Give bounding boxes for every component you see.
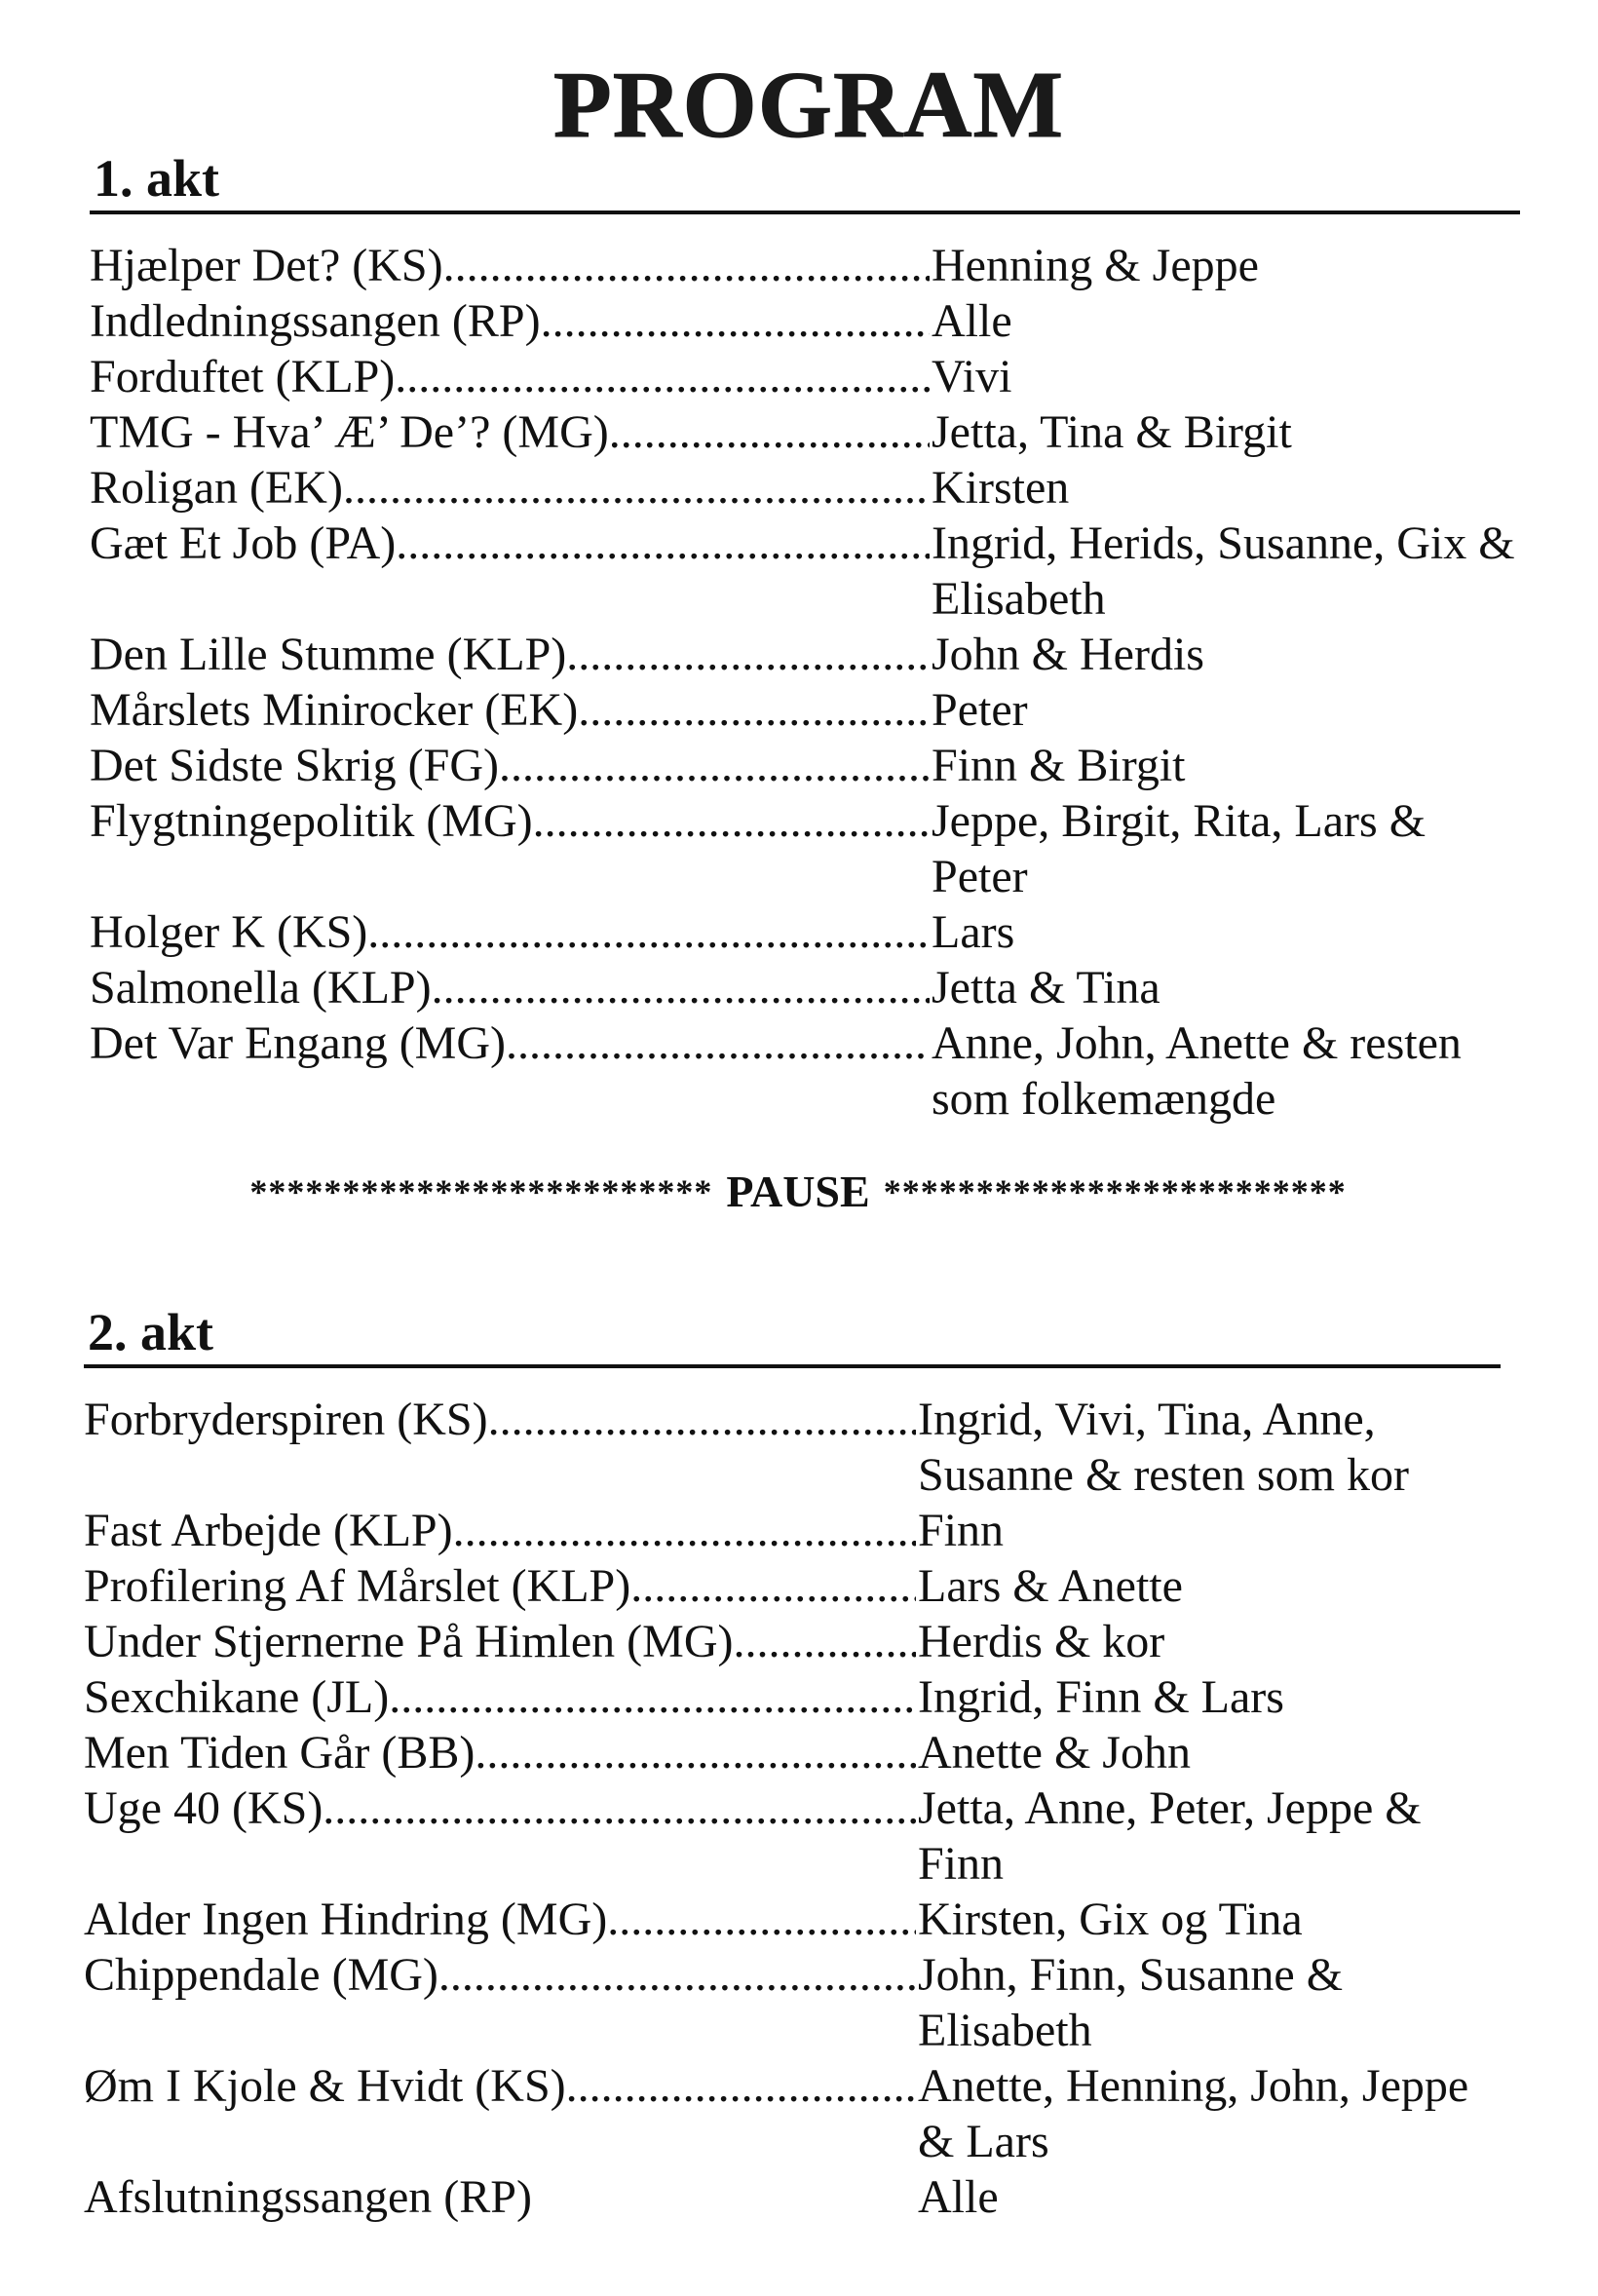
song-title: Afslutningssangen (RP) [84,2171,532,2223]
performers: Anne, John, Anette & resten som folkemængde [932,1017,1462,1125]
program-row [84,1780,1501,1892]
pause-label: PAUSE [726,1167,870,1216]
program-row [90,627,1520,682]
song-column [90,460,930,516]
song-title: Chippendale (MG) [84,1949,438,2001]
song-column [90,738,930,793]
pause-stars-right: ************************* [883,1171,1347,1211]
song-title: Salmonella (KLP) [90,962,432,1014]
song-column [90,404,930,460]
performers: Peter [932,684,1028,736]
performers: Henning & Jeppe [932,240,1259,291]
song-column [84,1780,916,1892]
dot-leader [609,404,930,460]
performers: Ingrid, Vivi, Tina, Anne, Susanne & resten som kor [918,1394,1409,1501]
song-title: Uge 40 (KS) [84,1782,323,1834]
program-row [84,1725,1501,1780]
performers: Jetta & Tina [932,962,1160,1014]
dot-leader [566,2058,916,2169]
program-row [90,904,1520,960]
dot-leader [395,349,930,404]
dot-leader [499,738,930,793]
program-row [90,460,1520,516]
song-column [84,2058,916,2169]
song-title: Det Sidste Skrig (FG) [90,740,499,791]
performers: Alle [932,295,1012,347]
performers: Anette, Henning, John, Jeppe & Lars [918,2060,1469,2167]
program-row [84,1614,1501,1669]
dot-leader [488,1392,916,1503]
dot-leader [630,1558,916,1614]
song-title: Mårslets Minirocker (EK) [90,684,579,736]
dot-leader [453,1503,916,1558]
song-title: Holger K (KS) [90,906,368,958]
pause-stars-left: ************************* [249,1171,713,1211]
song-column [84,1947,916,2058]
performers: Herdis & kor [918,1616,1165,1667]
pause-divider [92,1166,1504,1217]
dot-leader [443,238,930,293]
program-row [90,516,1520,627]
dot-leader [734,1614,917,1669]
program-row [84,1892,1501,1947]
song-title: Den Lille Stumme (KLP) [90,629,567,680]
dot-leader [343,460,930,516]
act-1-list [90,238,1520,1127]
performers: Kirsten [932,462,1070,514]
song-column [84,1392,916,1503]
performers: Anette & John [918,1727,1191,1779]
performers: Ingrid, Finn & Lars [918,1671,1284,1723]
song-column [84,1558,916,1614]
dot-leader [578,682,930,738]
song-column [90,293,930,349]
dot-leader [432,960,930,1015]
song-title: Det Var Engang (MG) [90,1017,507,1069]
song-column [90,238,930,293]
song-title: Hjælper Det? (KS) [90,240,443,291]
program-row [90,293,1520,349]
program-row [84,1503,1501,1558]
dot-leader [396,516,930,627]
program-row [90,682,1520,738]
program-row [90,793,1520,904]
program-row [90,960,1520,1015]
page-title: PROGRAM [552,53,1065,158]
act-2-section [84,1302,1501,2225]
dot-leader [541,293,930,349]
song-column [84,1892,916,1947]
song-title: Flygtningepolitik (MG) [90,795,533,847]
act-1-divider [90,210,1520,214]
song-title: Forduftet (KLP) [90,351,396,402]
song-column [90,682,930,738]
dot-leader [389,1669,916,1725]
song-title: Under Stjernerne På Himlen (MG) [84,1616,734,1667]
song-title: Forbryderspiren (KS) [84,1394,488,1445]
song-column [84,1669,916,1725]
program-row [84,2058,1501,2169]
dot-leader [566,627,930,682]
song-title: Men Tiden Går (BB) [84,1727,476,1779]
dot-leader [607,1892,916,1947]
act-2-divider [84,1364,1501,1368]
song-title: TMG - Hva’ Æ’ De’? (MG) [90,406,609,458]
act-1-section [90,148,1520,1127]
song-title: Profilering Af Mårslet (KLP) [84,1560,631,1612]
act-2-heading: 2. akt [88,1303,214,1361]
performers: Finn [918,1505,1005,1556]
song-column [84,1614,916,1669]
performers: Jetta, Anne, Peter, Jeppe & Finn [918,1782,1422,1890]
song-title: Fast Arbejde (KLP) [84,1505,453,1556]
program-row [84,1392,1501,1503]
song-title: Alder Ingen Hindring (MG) [84,1894,608,1945]
program-row [90,349,1520,404]
performers: John & Herdis [932,629,1204,680]
song-column [90,904,930,960]
program-row [84,1558,1501,1614]
performers: Jetta, Tina & Birgit [932,406,1292,458]
program-row [90,238,1520,293]
performers: Lars & Anette [918,1560,1183,1612]
performers: John, Finn, Susanne & Elisabeth [918,1949,1344,2056]
song-column [84,1725,916,1780]
performers: Lars [932,906,1015,958]
song-column [90,349,930,404]
performers: Vivi [932,351,1012,402]
dot-leader [367,904,930,960]
song-column [90,516,930,627]
act-1-heading: 1. akt [94,149,220,208]
dot-leader [533,793,930,904]
performers: Kirsten, Gix og Tina [918,1894,1303,1945]
song-title: Øm I Kjole & Hvidt (KS) [84,2060,566,2112]
song-column [90,960,930,1015]
program-row [84,2169,1501,2225]
program-row [90,1015,1520,1127]
performers: Finn & Birgit [932,740,1186,791]
performers: Ingrid, Herids, Susanne, Gix & Elisabeth [932,517,1515,625]
song-column [84,2169,916,2225]
song-column [90,1015,930,1127]
song-column [90,627,930,682]
song-column [84,1503,916,1558]
song-column [90,793,930,904]
act-2-list [84,1392,1501,2225]
dot-leader [323,1780,916,1892]
program-row [90,404,1520,460]
program-row [84,1947,1501,2058]
song-title: Gæt Et Job (PA) [90,517,397,569]
program-row [84,1669,1501,1725]
dot-leader [475,1725,916,1780]
performers: Alle [918,2171,999,2223]
song-title: Sexchikane (JL) [84,1671,390,1723]
performers: Jeppe, Birgit, Rita, Lars & Peter [932,795,1427,902]
song-title: Indledningssangen (RP) [90,295,541,347]
song-title: Roligan (EK) [90,462,343,514]
dot-leader [506,1015,930,1127]
dot-leader [438,1947,916,2058]
dot-leader [532,2169,916,2225]
program-row [90,738,1520,793]
